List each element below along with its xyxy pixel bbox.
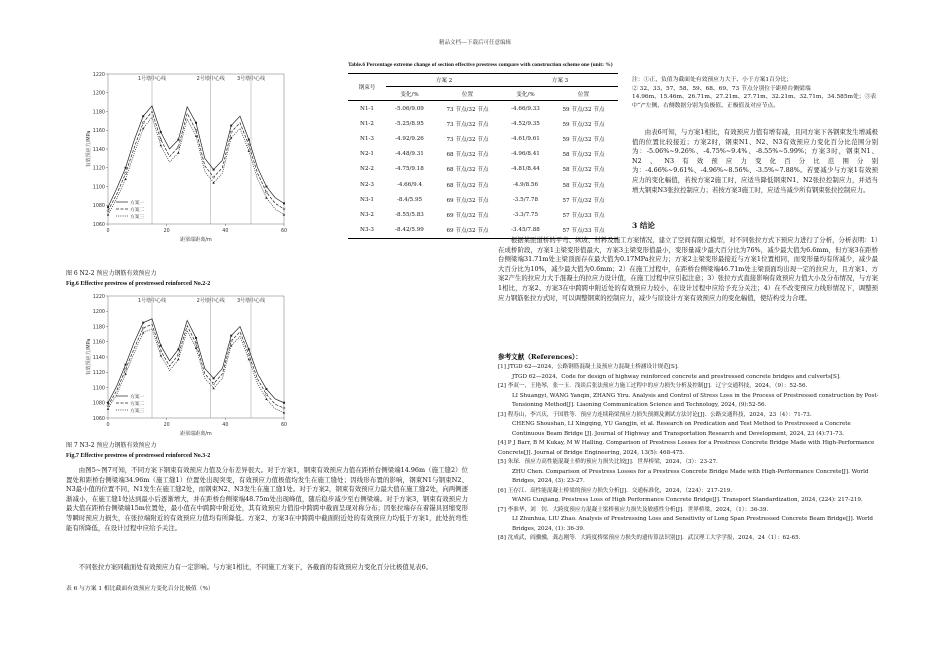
data-point bbox=[142, 327, 144, 329]
data-point bbox=[142, 322, 144, 324]
data-point bbox=[230, 340, 232, 342]
table-row bbox=[348, 162, 618, 177]
data-point bbox=[107, 206, 109, 208]
data-point bbox=[213, 383, 215, 385]
series-line bbox=[108, 319, 284, 403]
x-tick-label: 20 bbox=[163, 423, 170, 428]
series-line bbox=[108, 106, 284, 207]
table-cell-c2: -4.66/9.4 bbox=[396, 181, 423, 188]
reference-en: LI Zhunhua, LIU Zhao. Analysis of Prestressing Loss and Sensitivity of Long Span Prestressed Concrete Beam Bridge[J]. World Bridges, 2024, (1): 36-39. bbox=[512, 516, 874, 532]
pier-annotation: 2号墩中心线 bbox=[196, 298, 225, 304]
references-list bbox=[498, 363, 880, 544]
table-cell-p3: 58 节点/32 节点 bbox=[562, 182, 605, 189]
y-tick-label: 1080 bbox=[92, 401, 105, 407]
table-cell-id: N2-3 bbox=[360, 181, 374, 188]
data-point bbox=[160, 354, 162, 356]
y-tick-label: 1220 bbox=[92, 294, 105, 300]
data-point bbox=[177, 139, 179, 141]
right-paragraph-1: 由表6可知，与方案1相比，有效预应力值有增有减，且同方案下各钢束发生增减极值的位置比较接近；方案2时，钢束N1、N2、N3有效预应力变化百分比范围分别为：-5.06%~9.26%、-4.75%~9.4%、-8.55%~5.99%；方案3时，钢束N1、N2、N3有效预应力变化百分比范围分别为：-4.66%~9.61%、-4.96%~8.56%、-3.5%~7.88%。若要减少与方案1有效预应力的变化幅值，若按方案2施工时，应适当降低钢束N1、N2张拉控制应力，并适当增大钢束N3张拉控制应力；若按方案3施工时，应适当减少所有钢束张拉控制应力。 bbox=[632, 128, 878, 194]
fig6-caption-cn: 图 6 N2-2 预应力钢筋有效预应力 bbox=[66, 270, 157, 277]
data-point bbox=[177, 358, 179, 360]
pier-annotation: 3号墩中心线 bbox=[237, 298, 266, 304]
section-title-conclusion: 3 结论 bbox=[632, 221, 655, 230]
table-cell-p3: 57 节点/33 节点 bbox=[562, 212, 605, 219]
y-tick-label: 1220 bbox=[92, 72, 105, 78]
table-row bbox=[348, 192, 618, 207]
data-point bbox=[283, 407, 285, 409]
table-cell-id: N1-2 bbox=[360, 120, 374, 127]
fig7-chart bbox=[82, 290, 298, 440]
data-point bbox=[177, 146, 179, 148]
table-cell-p2: 68 节点/32 节点 bbox=[446, 167, 489, 174]
reference-item bbox=[498, 439, 880, 458]
data-point bbox=[195, 122, 197, 124]
table-cell-c3: -4.52/9.35 bbox=[511, 120, 540, 127]
data-point bbox=[195, 135, 197, 137]
data-point bbox=[125, 167, 127, 169]
reference-en: CHENG Shoushan, LI Xingqing, YU Gangjin, et al. Research on Predication and Test Method to Prestressed a Concrete Continuous Beam Bridge [J]. Journal of Highway and Transportation Research and Development, 2024, 23 (4):71-73. bbox=[512, 421, 851, 437]
reference-cn: [3] 程寿山，李兴庆，于国胜等．预应力连续箱梁预应力损失预测及测试方法讨论[J]．公路交通科技，2024，23（4）：71-73. bbox=[498, 411, 812, 418]
data-point bbox=[230, 131, 232, 133]
table-cell-c3: -3.5/7.78 bbox=[512, 196, 539, 203]
col-steel: 钢束号 bbox=[348, 74, 386, 101]
table-row bbox=[348, 207, 618, 222]
table-cell-id: N1-1 bbox=[360, 105, 374, 112]
y-tick-label: 1100 bbox=[92, 386, 105, 392]
table-cell-p3: 59 节点/32 节点 bbox=[562, 121, 605, 128]
data-point bbox=[124, 373, 126, 375]
data-point bbox=[213, 176, 215, 178]
data-point bbox=[107, 408, 109, 410]
table-cell-c3: -4.66/9.33 bbox=[511, 105, 540, 112]
table-cell-c2: -8.4/5.95 bbox=[396, 196, 423, 203]
data-point bbox=[248, 358, 250, 360]
table-cell-p2: 69 节点/32 节点 bbox=[446, 197, 489, 204]
y-tick-label: 1140 bbox=[92, 147, 105, 153]
data-point bbox=[265, 393, 267, 395]
table-row bbox=[348, 116, 618, 131]
fig6-chart bbox=[82, 68, 298, 246]
x-tick-label: 60 bbox=[280, 229, 288, 234]
data-point bbox=[213, 377, 215, 379]
reference-cn: [6] 王存江．高性能混凝土桥梁的预应力损失分析[J]．交通标准化，2024，（224）：217-219. bbox=[498, 487, 733, 494]
note-2: ② 32、33、57、58、59、68、69、73 节点分别位于距桥台侧梁端 bbox=[632, 85, 811, 92]
table-cell-id: N2-1 bbox=[360, 151, 374, 158]
data-point bbox=[107, 210, 109, 212]
table6-title-cn: 表 6 与方案 1 相比截面有效预应力变化百分比极值（%） bbox=[66, 586, 214, 592]
data-point bbox=[248, 354, 250, 356]
x-tick-label: 20 bbox=[163, 229, 170, 234]
table-cell-id: N3-2 bbox=[360, 211, 374, 218]
reference-item bbox=[498, 487, 880, 506]
table6-title-en: Table.6 Percentage extreme change of section effective prestress compare with construction scheme one (unit: %) bbox=[348, 62, 613, 68]
col-position-3: 位置 bbox=[549, 87, 618, 101]
reference-cn: [8] 沈成武，阎骥骥，龚志刚等．大跨度桥梁预应力损失的遗传算法识别[J]．武汉理工大学学报，2024，24（1）：62-65. bbox=[498, 535, 801, 541]
fig7-caption-cn: 图 7 N3-2 预应力钢筋有效预应力 bbox=[66, 442, 157, 449]
conclusion-paragraph: 根据某匝道桥的平弯、纵坡、材料及施工方案情况，建立了空间有限元模型，对不同张拉方式下预应力进行了分析，分析表明：1）在成桥阶段，方案1主梁变形值最大，方案3主梁变形值最小，变形量减少最大百分比为76%，减少最大值为6.6mm，但方案3在距桥台侧梁端31.71m处主梁顶面存在最大值为0.17MPa拉应力；方案2主梁变形最接近与方案1位置相同，而变形量均有所减少，减少最大百分比为10%，减少最大值为0.6mm；2）在施工过程中，在距桥台侧梁端46.71m处主梁顶面均出现一定的拉应力，且方案1、方案2产生的拉应力大于混凝土的拉应力设计值，在施工过程中应引起注意；3）张拉方式直接影响有效预应力值大小及分布情况，与方案1相比，方案2、方案3在中跨跨中附近处的有效预应力较小，在设计过程中应给予充分关注；4）在不改变预应力线形情况下，调整预应力钢筋张拉方式时，可以调整钢束的控制应力，减少与原设计方案有效预应力的变化幅值，使结构受力合理。 bbox=[498, 236, 878, 302]
references-title: 参考文献（References）： bbox=[498, 353, 582, 361]
y-tick-label: 1140 bbox=[92, 355, 105, 361]
data-point bbox=[107, 213, 109, 215]
reference-en: ZHU Chen. Comparison of Prestress Losses for a Prestress Concrete Bridge Made with High-Performance Concrete[J]. World Bridges, 2024, (3): 23-27. bbox=[512, 468, 869, 484]
legend-label: 方案三 bbox=[130, 408, 145, 414]
data-point bbox=[160, 345, 162, 347]
table-cell-p2: 68 节点/32 节点 bbox=[446, 152, 489, 159]
table-cell-c3: -3.3/7.75 bbox=[512, 211, 539, 218]
y-tick-label: 1160 bbox=[92, 129, 105, 135]
data-point bbox=[195, 129, 197, 131]
table-cell-id: N3-3 bbox=[348, 223, 386, 239]
y-tick-label: 1120 bbox=[92, 166, 105, 172]
data-point bbox=[283, 402, 285, 404]
data-point bbox=[248, 348, 250, 350]
data-point bbox=[107, 405, 109, 407]
pier-annotation: 1号墩中心线 bbox=[138, 298, 167, 304]
table-cell-p3: 57 节点/33 节点 bbox=[549, 223, 618, 239]
x-tick-label: 40 bbox=[222, 423, 229, 428]
data-point bbox=[265, 186, 267, 188]
table-cell-p2: 73 节点/32 节点 bbox=[446, 136, 489, 143]
data-point bbox=[107, 402, 109, 404]
data-point bbox=[230, 335, 232, 337]
table-cell-c3: -4.96/8.41 bbox=[511, 151, 540, 158]
reference-item bbox=[498, 534, 880, 544]
table-cell-c3: -4.9/8.56 bbox=[512, 181, 539, 188]
col-position-2: 位置 bbox=[433, 87, 502, 101]
table-cell-p3: 57 节点/32 节点 bbox=[562, 197, 605, 204]
table-cell-id: N2-2 bbox=[360, 166, 374, 173]
col-change-3: 变化/% bbox=[502, 87, 549, 101]
data-point bbox=[177, 354, 179, 356]
x-axis-label: 距梁端距离/m bbox=[180, 237, 212, 243]
note-3: 14.96m、15.46m、26.71m、27.21m、27.71m、32.21m、32.71m、34.585m处；③表中“/”左侧、右侧数据分别为负极值、正极值及对应节点。 bbox=[632, 94, 877, 109]
pier-annotation: 1号墩中心线 bbox=[138, 76, 167, 82]
y-tick-label: 1180 bbox=[92, 325, 105, 331]
legend-label: 方案二 bbox=[130, 207, 145, 213]
data-point bbox=[124, 178, 126, 180]
table-cell-c2: -4.48/9.31 bbox=[395, 151, 424, 158]
table-cell-p3: 58 节点/32 节点 bbox=[562, 152, 605, 159]
fig7-caption-en: Fig.7 Effective prestress of prestressed reinforced No.3-2 bbox=[66, 453, 211, 459]
reference-en: JTGD 62—2024，Code for design of highway reinforced concrete and prestressed concrete bridges and culverts[S]. bbox=[512, 373, 841, 380]
note-1: 注：①正、负值为截面处有效预应力大于、小于方案1百分比； bbox=[632, 77, 793, 83]
legend-label: 方案三 bbox=[130, 214, 145, 220]
reference-en: LI Shuangyi, WANG Yanqin, ZHANG Yiru. Analysis and Control of Stress Loss in the Process of Prestressed construction by Post-Tensioning Method[J]. Liaoning Communication Science and Technology, 2024, (9):52-56. bbox=[512, 392, 879, 408]
x-tick-label: 0 bbox=[106, 423, 110, 428]
y-axis-label: 有效预应力/MPa bbox=[86, 338, 92, 376]
y-tick-label: 1160 bbox=[92, 340, 105, 346]
y-tick-label: 1060 bbox=[92, 416, 105, 422]
page-header: 精品文档---下载后可任意编辑 bbox=[439, 40, 511, 46]
table-row bbox=[348, 147, 618, 162]
reference-item bbox=[498, 458, 880, 487]
reference-cn: [4] P J Barr, B M Kukay, M W Halling. Comparison of Prestress Losses for a Prestress Concrete Bridge Made with High-Performance Concrete[J]. Journal of Bridge Engineering, 2024, 13(5): 468-475. bbox=[498, 440, 875, 456]
data-point bbox=[160, 139, 162, 141]
pier-annotation: 3号墩中心线 bbox=[237, 76, 266, 82]
data-point bbox=[125, 172, 127, 174]
table-cell-p2: 69 节点/32 节点 bbox=[433, 223, 502, 239]
table-cell-c3: -3.45/7.88 bbox=[502, 223, 549, 239]
legend-label: 方案一 bbox=[130, 200, 145, 206]
y-tick-label: 1080 bbox=[92, 204, 105, 210]
legend-label: 方案二 bbox=[130, 401, 145, 407]
left-paragraph-2: 不同张拉方案同截面处有效预应力有一定影响。与方案1相比，不同施工方案下，各截面的有效预应力变化百分比极值见表6。 bbox=[78, 563, 433, 571]
table-cell-p2: 69 节点/32 节点 bbox=[446, 212, 489, 219]
y-tick-label: 1200 bbox=[92, 91, 105, 97]
col-scheme3: 方案 3 bbox=[502, 74, 618, 87]
data-point bbox=[265, 191, 267, 193]
y-tick-label: 1100 bbox=[92, 185, 105, 191]
table-cell-id: N3-1 bbox=[360, 196, 374, 203]
data-point bbox=[212, 387, 214, 389]
reference-item bbox=[498, 506, 880, 535]
data-point bbox=[195, 337, 197, 339]
data-point bbox=[248, 150, 250, 152]
pier-annotation: 2号墩中心线 bbox=[196, 76, 225, 82]
reference-en: WANG Cunjiang. Prestress Loss of High Performance Concrete Bridge[J]. Transport Standardization, 2024, (224): 217-219. bbox=[512, 497, 863, 503]
reference-cn: [2] 李双一，王艳琴，张一玉．浅谈后张法预应力施工过程中的应力损失分析及控制[J]．辽宁交通科技，2024，（9）：52-56. bbox=[498, 383, 808, 389]
y-tick-label: 1120 bbox=[92, 371, 105, 377]
table-cell-p2: 68 节点/32 节点 bbox=[446, 182, 489, 189]
x-tick-label: 40 bbox=[222, 229, 229, 234]
table-cell-p3: 59 节点/32 节点 bbox=[562, 106, 605, 113]
reference-cn: [5] 朱琛．预应力高性能混凝土桥的预应力损失比较[J]．世界桥梁，2024，（3）：23-27. bbox=[498, 459, 718, 465]
data-point bbox=[283, 208, 285, 210]
reference-item bbox=[498, 382, 880, 411]
table-cell-id: N1-3 bbox=[360, 135, 374, 142]
x-tick-label: 60 bbox=[280, 423, 288, 428]
data-point bbox=[283, 202, 285, 204]
y-tick-label: 1200 bbox=[92, 310, 105, 316]
table-cell-c2: -4.92/9.26 bbox=[395, 135, 424, 142]
data-point bbox=[125, 368, 127, 370]
left-paragraph-1: 由图5~图7可知，不同方案下钢束有效预应力值及分布差异很大。对于方案1，钢束有效预应力值在距桥台侧梁端14.96m（施工缝2）位置处和距桥台侧梁端34.96m（施工缝1）位置处出现突变，有效预应力值极值均发生在施工缝处；因线形布置的影响，钢束N1与钢束N2、N3最小值的位置不同，N1发生在施工缝2处，而钢束N2、N3发生在施工缝1处。对于方案2，钢束有效预应力最大值在施工缝2处，向两侧逐渐减小，在施工缝1处达到最小后逐渐增大，并在距桥台侧梁端48.75m处出现峰值，随后稳步减少至右侧梁端。对于方案3，钢束有效预应力最大值在距桥台侧梁端15m位置处，最小值在中跨跨中附近处，其有效预应力值沿中跨跨中截面呈现对称分布；因张拉端存在着锚具回缩变形等瞬时预应力损失，在张拉端附近的有效预应力值均有所降低。方案2、方案3在中跨跨中截面附近处的有效预应力均低于方案1，此处抗弯性能有所降低，在设计过程中应给予关注。 bbox=[66, 466, 468, 532]
table-cell-c2: -4.75/9.18 bbox=[395, 166, 424, 173]
table-row bbox=[348, 131, 618, 146]
reference-item bbox=[498, 363, 880, 382]
table-cell-p2: 73 节点/32 节点 bbox=[446, 106, 489, 113]
table-cell-c2: -8.55/5.83 bbox=[395, 211, 424, 218]
data-point bbox=[160, 350, 162, 352]
reference-cn: [7] 李准华，刘 钊．大跨度预应力混凝土梁桥预应力损失及敏感性分析[J]．世界桥梁，2024，（1）：36-39. bbox=[498, 506, 769, 513]
table-cell-p3: 59 节点/32 节点 bbox=[562, 136, 605, 143]
reference-item bbox=[498, 411, 880, 440]
data-point bbox=[265, 398, 267, 400]
y-tick-label: 1060 bbox=[92, 222, 105, 228]
data-point bbox=[265, 388, 267, 390]
table6-notes bbox=[632, 76, 878, 110]
data-point bbox=[160, 144, 162, 146]
y-tick-label: 1180 bbox=[92, 110, 105, 116]
y-axis-label: 有效预应力/MPa bbox=[86, 130, 92, 168]
data-point bbox=[248, 139, 250, 141]
data-point bbox=[213, 169, 215, 171]
legend-label: 方案一 bbox=[130, 394, 145, 400]
table-row bbox=[348, 177, 618, 192]
data-point bbox=[248, 144, 250, 146]
fig6-caption-en: Fig.6 Effective prestress of prestressed reinforced No.2-2 bbox=[66, 281, 211, 287]
table-cell-c3: -4.81/8.44 bbox=[511, 166, 540, 173]
table-cell-p3: 58 节点/32 节点 bbox=[562, 167, 605, 174]
table-cell-c3: -4.61/9.61 bbox=[511, 135, 540, 142]
data-point bbox=[125, 364, 127, 366]
x-axis-label: 距梁端距离/m bbox=[180, 431, 212, 437]
table-cell-c2: -8.42/5.99 bbox=[386, 223, 433, 239]
data-point bbox=[230, 125, 232, 127]
reference-cn: [1] JTGD 62—2024，公路钢筋混凝土及预应力混凝土桥涵设计规范[S]. bbox=[498, 364, 679, 370]
data-point bbox=[142, 127, 144, 129]
data-point bbox=[177, 152, 179, 154]
data-point bbox=[142, 122, 144, 124]
data-point bbox=[142, 115, 144, 117]
data-point bbox=[195, 342, 197, 344]
data-point bbox=[160, 131, 162, 133]
data-point bbox=[265, 197, 267, 199]
col-scheme2: 方案 2 bbox=[386, 74, 502, 87]
table-cell-c2: -5.25/8.95 bbox=[395, 120, 424, 127]
table-cell-c2: -5.06/9.09 bbox=[395, 105, 424, 112]
data-point bbox=[142, 331, 144, 333]
x-tick-label: 0 bbox=[106, 229, 110, 234]
col-change-2: 变化/% bbox=[386, 87, 433, 101]
data-point bbox=[177, 348, 179, 350]
table-row bbox=[348, 101, 618, 117]
series-line bbox=[108, 112, 284, 211]
table6 bbox=[348, 73, 618, 239]
table-cell-p2: 73 节点/32 节点 bbox=[446, 121, 489, 128]
